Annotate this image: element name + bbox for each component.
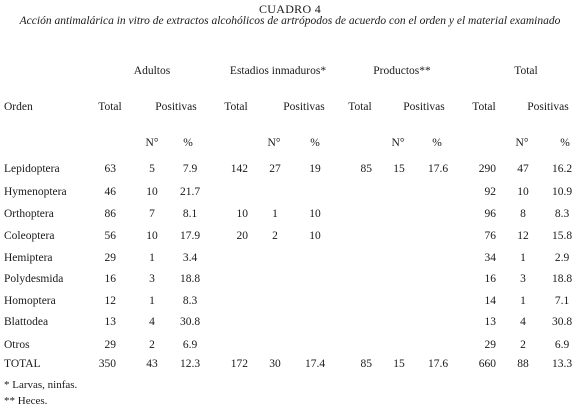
cell-a-n: 43 <box>146 358 158 370</box>
cell-t-total: 13 <box>484 316 496 328</box>
cell-a-pct: 8.3 <box>182 295 198 307</box>
cell-t-n: 3 <box>520 273 526 285</box>
cell-t-total: 290 <box>478 163 496 175</box>
cell-a-total: 29 <box>104 252 116 264</box>
header-total-pct: % <box>560 137 570 149</box>
group-header-total: Total <box>514 65 538 77</box>
cell-i-n: 27 <box>269 163 281 175</box>
cell-i-n: 2 <box>272 230 278 242</box>
cell-t-n: 47 <box>517 163 529 175</box>
cell-a-n: 2 <box>149 339 155 351</box>
cell-t-pct: 2.9 <box>554 252 570 264</box>
row-orden: Homoptera <box>4 295 56 307</box>
cell-t-total: 76 <box>484 230 496 242</box>
cell-i-pct: 19 <box>309 163 321 175</box>
header-productos-pct: % <box>432 137 442 149</box>
row-orden: Otros <box>4 339 30 351</box>
row-orden: Blattodea <box>4 316 49 328</box>
row-orden: TOTAL <box>4 358 41 370</box>
cell-p-total: 85 <box>360 358 372 370</box>
header-productos-total: Total <box>348 101 372 113</box>
cell-a-total: 63 <box>104 163 116 175</box>
header-adultos-pct: % <box>183 137 193 149</box>
cell-i-pct: 17.4 <box>304 358 326 370</box>
cell-a-pct: 3.4 <box>182 252 198 264</box>
row-orden: Orthoptera <box>4 208 54 220</box>
cell-a-total: 46 <box>104 186 116 198</box>
cell-t-n: 1 <box>520 295 526 307</box>
group-header-adultos: Adultos <box>133 65 171 77</box>
group-header-inmaduros: Estadios inmaduros* <box>229 65 327 77</box>
cell-i-total: 10 <box>236 208 248 220</box>
header-inmaduros-total: Total <box>224 101 248 113</box>
header-inmaduros-pct: % <box>310 137 320 149</box>
cell-t-pct: 15.8 <box>551 230 573 242</box>
row-orden: Coleoptera <box>4 230 55 242</box>
cell-p-n: 15 <box>393 358 405 370</box>
cell-a-total: 86 <box>104 208 116 220</box>
footnote-heces: ** Heces. <box>4 395 48 407</box>
cell-t-pct: 18.8 <box>551 273 573 285</box>
cell-a-n: 3 <box>149 273 155 285</box>
cell-a-pct: 18.8 <box>179 273 201 285</box>
cell-t-total: 29 <box>484 339 496 351</box>
cell-p-n: 15 <box>393 163 405 175</box>
cell-a-n: 5 <box>149 163 155 175</box>
cell-p-pct: 17.6 <box>427 358 449 370</box>
cell-t-pct: 6.9 <box>554 339 570 351</box>
cell-t-n: 12 <box>517 230 529 242</box>
cell-a-n: 1 <box>149 295 155 307</box>
cell-t-total: 96 <box>484 208 496 220</box>
cell-t-total: 14 <box>484 295 496 307</box>
cell-a-n: 7 <box>149 208 155 220</box>
cell-i-total: 20 <box>236 230 248 242</box>
header-adultos-positivas: Positivas <box>155 101 197 113</box>
header-total-total: Total <box>472 101 496 113</box>
header-productos-positivas: Positivas <box>403 101 445 113</box>
cell-t-n: 88 <box>517 358 529 370</box>
header-total-positivas: Positivas <box>527 101 569 113</box>
cell-p-pct: 17.6 <box>427 163 449 175</box>
cell-a-n: 10 <box>146 230 158 242</box>
cell-t-pct: 8.3 <box>554 208 570 220</box>
cell-a-pct: 21.7 <box>179 186 201 198</box>
cell-t-pct: 7.1 <box>554 295 570 307</box>
cell-a-pct: 7.9 <box>182 163 198 175</box>
header-inmaduros-positivas: Positivas <box>283 101 325 113</box>
cell-a-total: 350 <box>98 358 116 370</box>
cell-a-pct: 17.9 <box>179 230 201 242</box>
header-adultos-total: Total <box>98 101 122 113</box>
cell-t-n: 8 <box>520 208 526 220</box>
cell-t-n: 1 <box>520 252 526 264</box>
footnote-larvas: * Larvas, ninfas. <box>4 379 78 391</box>
header-adultos-n: N° <box>145 137 159 149</box>
cell-a-pct: 8.1 <box>182 208 198 220</box>
cell-i-pct: 10 <box>309 230 321 242</box>
cell-a-total: 56 <box>104 230 116 242</box>
cell-i-n: 30 <box>269 358 281 370</box>
cell-t-pct: 13.3 <box>551 358 573 370</box>
cell-a-pct: 12.3 <box>179 358 201 370</box>
cell-i-n: 1 <box>272 208 278 220</box>
cell-p-total: 85 <box>360 163 372 175</box>
cell-t-n: 2 <box>520 339 526 351</box>
cell-a-total: 12 <box>104 295 116 307</box>
cell-t-total: 34 <box>484 252 496 264</box>
table-title: CUADRO 4 <box>258 2 322 16</box>
header-productos-n: N° <box>391 137 405 149</box>
cell-a-n: 4 <box>149 316 155 328</box>
cell-a-pct: 6.9 <box>182 339 198 351</box>
cell-a-n: 1 <box>149 252 155 264</box>
table-subtitle: Acción antimalárica in vitro de extractos alcohólicos de artrópodos de acuerdo con el orden y el material examinado <box>19 15 561 27</box>
cell-t-n: 4 <box>520 316 526 328</box>
cell-i-total: 172 <box>230 358 248 370</box>
cell-t-total: 660 <box>478 358 496 370</box>
row-orden: Hymenoptera <box>4 186 67 198</box>
row-orden: Hemiptera <box>4 252 53 264</box>
header-inmaduros-n: N° <box>267 137 281 149</box>
cell-i-pct: 10 <box>309 208 321 220</box>
cell-a-total: 16 <box>104 273 116 285</box>
cell-a-total: 13 <box>104 316 116 328</box>
cell-t-pct: 30.8 <box>551 316 573 328</box>
cell-t-n: 10 <box>517 186 529 198</box>
cell-i-total: 142 <box>230 163 248 175</box>
header-orden: Orden <box>4 101 33 113</box>
cell-a-n: 10 <box>146 186 158 198</box>
group-header-productos: Productos** <box>373 65 431 77</box>
row-orden: Lepidoptera <box>4 163 60 175</box>
cell-a-total: 29 <box>104 339 116 351</box>
header-total-n: N° <box>515 137 529 149</box>
cell-t-pct: 10.9 <box>551 186 573 198</box>
cell-a-pct: 30.8 <box>179 316 201 328</box>
cell-t-pct: 16.2 <box>551 163 573 175</box>
cell-t-total: 16 <box>484 273 496 285</box>
row-orden: Polydesmida <box>4 273 64 285</box>
cell-t-total: 92 <box>484 186 496 198</box>
